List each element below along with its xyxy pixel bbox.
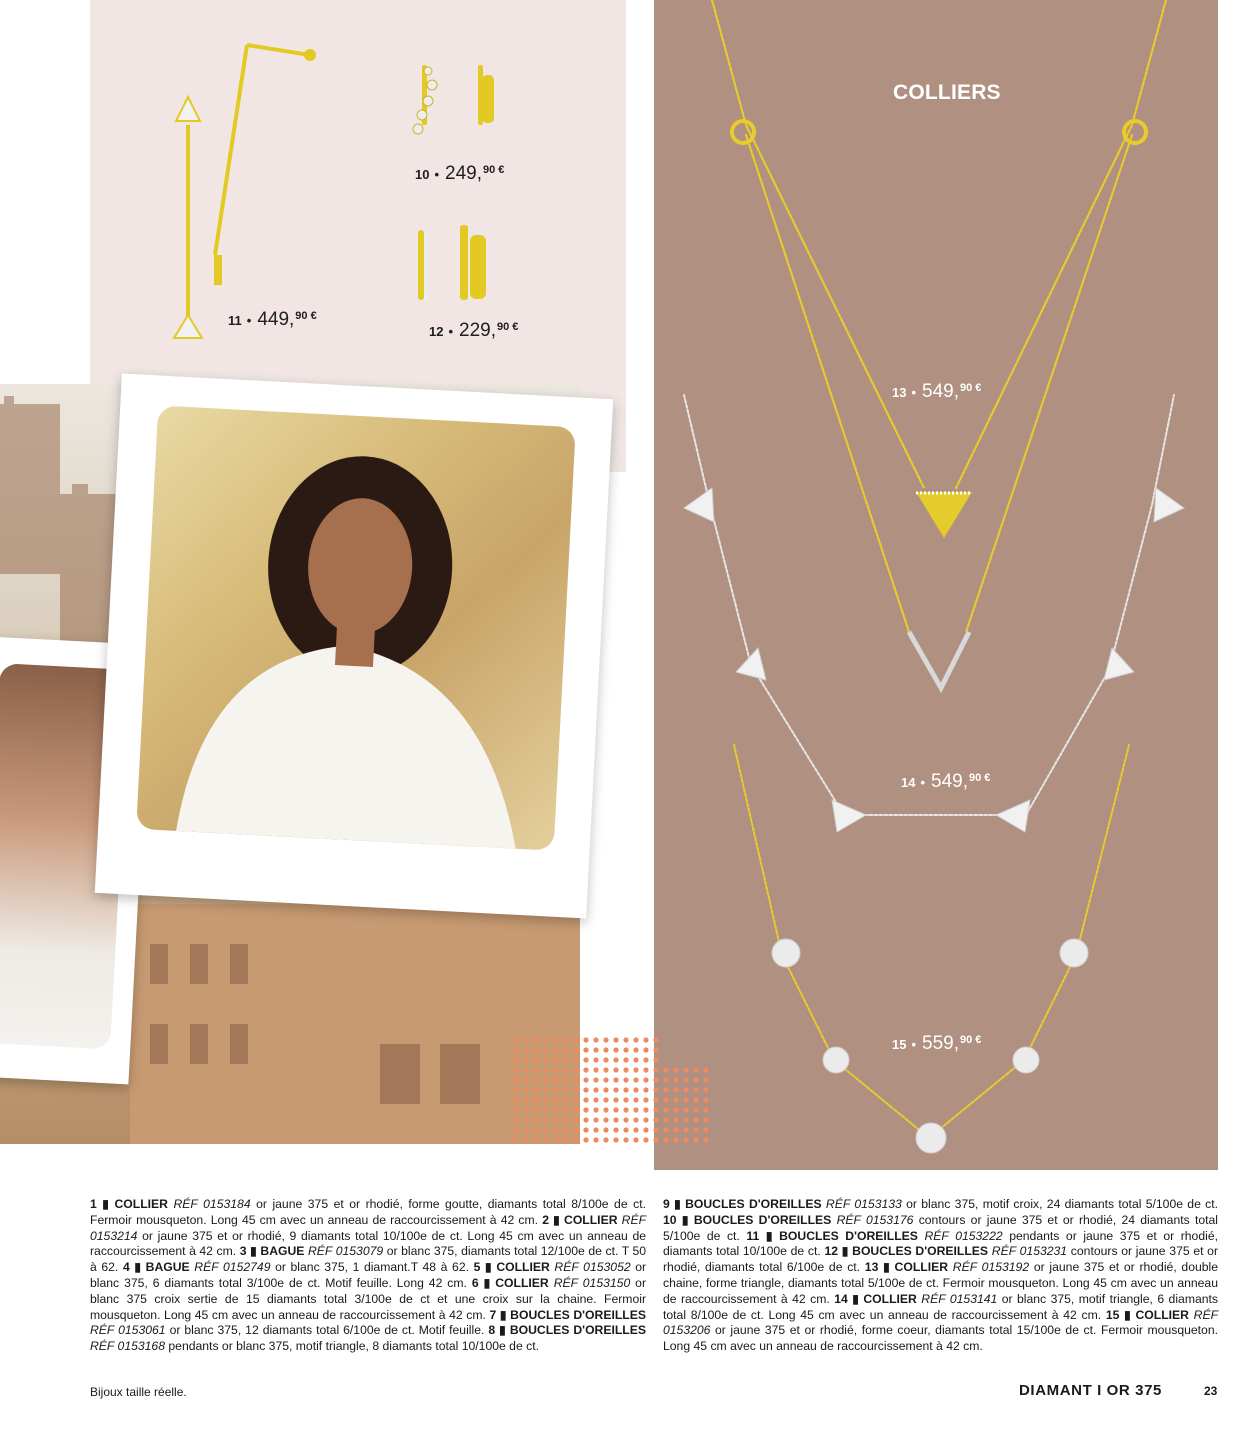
item-number: 10	[415, 167, 430, 182]
size-note: Bijoux taille réelle.	[90, 1385, 187, 1399]
price-cents: 90 €	[969, 772, 991, 784]
separator: •	[246, 313, 252, 328]
separator: •	[920, 775, 926, 790]
product-entry: 13 ▮ COLLIER RÉF 0153192 or jaune 375 et or rhodié, double chaine, forme triangle, diamants total 5/100e de ct. Fermoir mousqueton. Long 45 cm avec un anneau de raccourcissement à 42 cm.	[663, 1260, 1219, 1306]
price-cents: 90 €	[497, 321, 519, 333]
page-number: 23	[1204, 1384, 1218, 1398]
price-cents: 90 €	[960, 1034, 982, 1046]
product-descriptions-left	[90, 1197, 646, 1355]
decorative-dot-pattern	[512, 1036, 708, 1144]
price-cents: 90 €	[483, 164, 505, 176]
item-number: 13	[892, 385, 907, 400]
model-figure	[136, 405, 576, 850]
product-entry: 4 ▮ BAGUE RÉF 0152749 or blanc 375, 1 diamant.T 48 à 62.	[122, 1260, 469, 1275]
price-euros: 549,	[931, 771, 969, 792]
product-entry: 8 ▮ BOUCLES D'OREILLES RÉF 0153168 pendants or blanc 375, motif triangle, 8 diamants total 10/100e de ct.	[90, 1323, 647, 1354]
price-tag	[228, 309, 317, 331]
item-number: 15	[892, 1037, 907, 1052]
price-tag	[901, 771, 990, 793]
product-entry: 5 ▮ COLLIER RÉF 0153052 or blanc 375, 6 diamants total 3/100e de ct. Motif feuille. Long 42 cm.	[90, 1260, 647, 1290]
price-cents: 90 €	[960, 382, 982, 394]
brand-label: DIAMANT I OR 375	[1019, 1382, 1162, 1399]
price-tag	[892, 1033, 981, 1055]
item-number: 14	[901, 775, 916, 790]
product-entry: 14 ▮ COLLIER RÉF 0153141 or blanc 375, motif triangle, 6 diamants total 8/100e de ct. Long 45 cm avec un anneau de raccourcissement à 42 cm.	[663, 1291, 1219, 1322]
product-entry: 10 ▮ BOUCLES D'OREILLES RÉF 0153176 contours or jaune 375 et or rhodié, 24 diamants total 5/100e de ct.	[663, 1212, 1219, 1243]
section-title: COLLIERS	[893, 81, 1001, 104]
price-euros: 559,	[922, 1033, 960, 1054]
separator: •	[448, 324, 454, 339]
product-entry: 12 ▮ BOUCLES D'OREILLES RÉF 0153231 contours or jaune 375 et or rhodié, diamants total 6/100e de ct.	[663, 1244, 1219, 1275]
product-entry: 2 ▮ COLLIER RÉF 0153214 or jaune 375 et or rhodié, 9 diamants total 10/100e de ct. Long 45 cm avec un anneau de raccourcissement à 42 cm.	[90, 1212, 647, 1259]
price-tag	[892, 381, 981, 403]
item-number: 12	[429, 324, 444, 339]
price-tag	[429, 320, 518, 342]
product-entry: 1 ▮ COLLIER RÉF 0153184 or jaune 375 et or rhodié, forme goutte, diamants total 8/100e de ct. Fermoir mousqueton. Long 45 cm avec un anneau de raccourcissement à 42 cm.	[90, 1197, 646, 1227]
necklaces-illustration	[654, 0, 1218, 1170]
product-entry: 6 ▮ COLLIER RÉF 0153150 or blanc 375 croix sertie de 15 diamants total 3/100e de ct et une croix sur la chaine. Fermoir mousqueton. Long 45 cm avec un anneau de raccourcissement à 42 cm.	[90, 1275, 647, 1322]
product-entry: 3 ▮ BAGUE RÉF 0153079 or blanc 375, diamants total 12/100e de ct. T 50 à 62.	[90, 1244, 647, 1275]
price-tag	[415, 163, 504, 185]
polaroid-photo-main	[95, 373, 614, 918]
product-entry: 15 ▮ COLLIER RÉF 0153206 or jaune 375 et or rhodié, forme coeur, diamants total 15/100e de ct. Fermoir mousqueton. Long 45 cm avec un anneau de raccourcissement à 42 cm.	[663, 1307, 1219, 1354]
price-euros: 229,	[459, 320, 497, 341]
earrings-illustration	[170, 35, 530, 355]
product-entry: 9 ▮ BOUCLES D'OREILLES RÉF 0153133 or blanc 375, motif croix, 24 diamants total 5/100e de ct.	[663, 1197, 1219, 1211]
necklaces-panel	[654, 0, 1218, 1170]
separator: •	[911, 1037, 917, 1052]
separator: •	[911, 385, 917, 400]
item-number: 11	[228, 313, 242, 328]
price-cents: 90 €	[295, 310, 317, 322]
product-descriptions-right	[663, 1197, 1218, 1355]
price-euros: 249,	[445, 163, 483, 184]
product-entry: 7 ▮ BOUCLES D'OREILLES RÉF 0153061 or blanc 375, 12 diamants total 6/100e de ct. Motif feuille.	[90, 1307, 646, 1338]
price-euros: 549,	[922, 381, 960, 402]
price-euros: 449,	[257, 309, 295, 330]
product-entry: 11 ▮ BOUCLES D'OREILLES RÉF 0153222 pendants or jaune 375 et or rhodié, diamants total 10/100e de ct.	[663, 1228, 1218, 1259]
separator: •	[434, 167, 440, 182]
model-portrait-image	[136, 405, 576, 850]
